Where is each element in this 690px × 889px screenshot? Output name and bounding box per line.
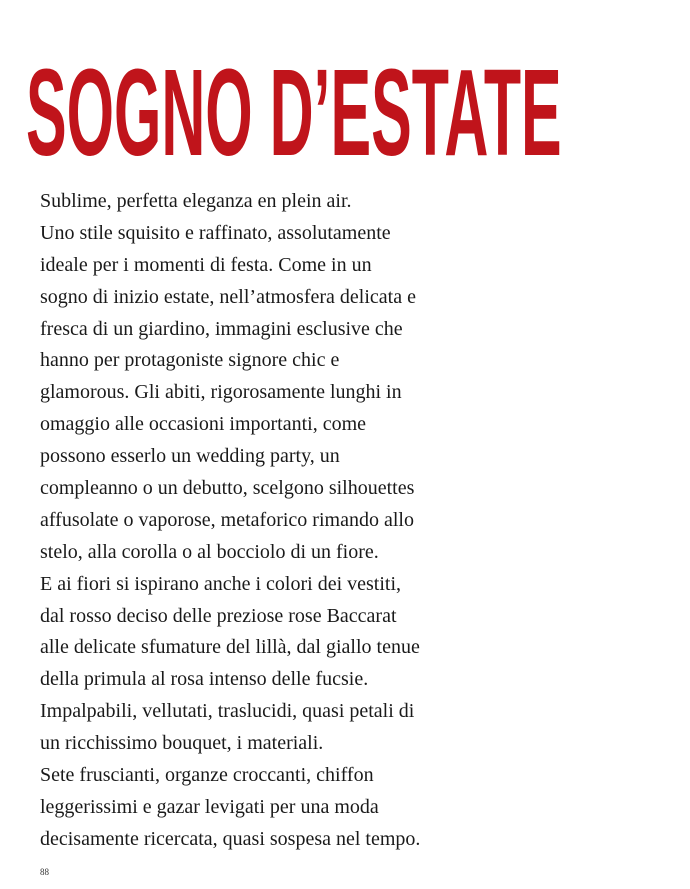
body-line: compleanno o un debutto, scelgono silhouettes bbox=[40, 477, 415, 500]
body-line: omaggio alle occasioni importanti, come bbox=[40, 413, 367, 436]
body-line: glamorous. Gli abiti, rigorosamente lunghi in bbox=[40, 381, 402, 404]
body-line: possono esserlo un wedding party, un bbox=[40, 445, 340, 468]
body-line: E ai fiori si ispirano anche i colori dei vestiti, bbox=[40, 572, 402, 595]
body-line: fresca di un giardino, immagini esclusive che bbox=[40, 317, 403, 340]
body-line: un ricchissimo bouquet, i materiali. bbox=[40, 732, 324, 755]
body-line: sogno di inizio estate, nell’atmosfera delicata e bbox=[40, 285, 416, 308]
body-line: affusolate o vaporose, metaforico rimando allo bbox=[40, 508, 414, 531]
article-title: SOGNO D’ESTATE bbox=[26, 44, 562, 182]
body-line: decisamente ricercata, quasi sospesa nel tempo. bbox=[40, 827, 421, 850]
body-line: leggerissimi e gazar levigati per una moda bbox=[40, 795, 379, 818]
body-line: Impalpabili, vellutati, traslucidi, quasi petali di bbox=[40, 700, 415, 723]
body-line: ideale per i momenti di festa. Come in un bbox=[40, 253, 372, 276]
body-line: Sete fruscianti, organze croccanti, chiffon bbox=[40, 764, 374, 787]
body-line: alle delicate sfumature del lillà, dal giallo tenue bbox=[40, 636, 420, 659]
body-line: Sublime, perfetta eleganza en plein air. bbox=[40, 190, 352, 212]
body-line: Uno stile squisito e raffinato, assolutamente bbox=[40, 221, 391, 244]
body-line: stelo, alla corolla o al bocciolo di un fiore. bbox=[40, 540, 379, 563]
body-line: dal rosso deciso delle preziose rose Baccarat bbox=[40, 604, 397, 627]
page-number: 88 bbox=[40, 867, 49, 877]
body-line: hanno per protagoniste signore chic e bbox=[40, 349, 340, 372]
body-line: della primula al rosa intenso delle fucsie. bbox=[40, 668, 369, 691]
article-body bbox=[40, 186, 540, 856]
